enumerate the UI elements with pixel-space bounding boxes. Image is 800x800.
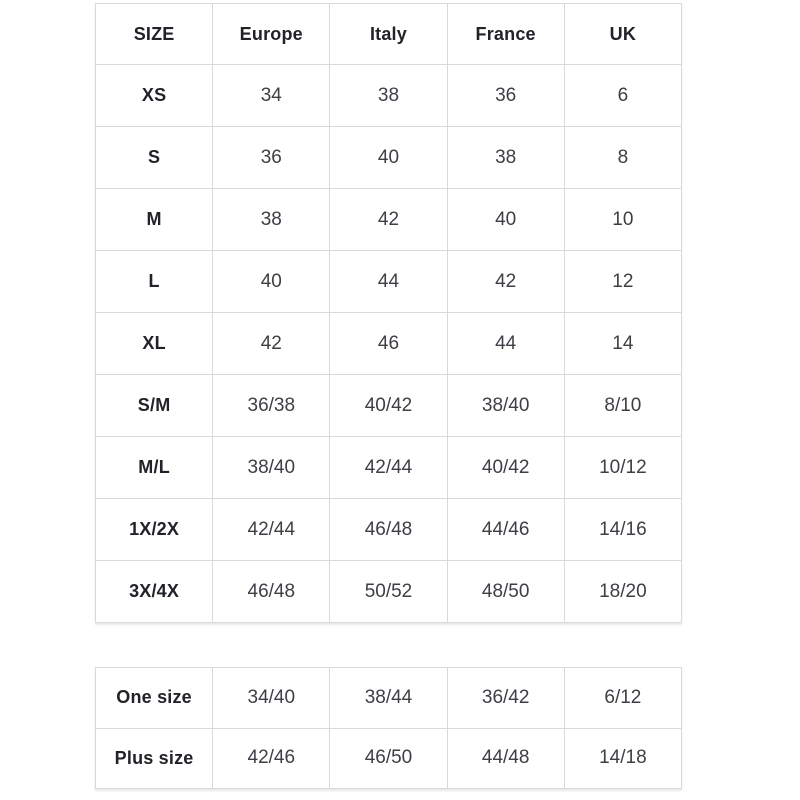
table-row-m-l	[96, 437, 682, 499]
size-value-europe: 42	[213, 313, 330, 375]
size-value-europe: 42/46	[213, 728, 330, 789]
size-value-uk: 18/20	[564, 561, 681, 623]
size-value-france: 36	[447, 65, 564, 127]
size-value-uk: 8	[564, 127, 681, 189]
size-label: XS	[96, 65, 213, 127]
size-label: S	[96, 127, 213, 189]
size-value-france: 38	[447, 127, 564, 189]
size-value-uk: 8/10	[564, 375, 681, 437]
size-label: M/L	[96, 437, 213, 499]
size-value-europe: 36	[213, 127, 330, 189]
size-label: Plus size	[96, 728, 213, 789]
size-value-uk: 10/12	[564, 437, 681, 499]
size-value-italy: 38/44	[330, 668, 447, 729]
size-value-italy: 44	[330, 251, 447, 313]
column-header-france: France	[447, 4, 564, 65]
table-row-one-size	[96, 668, 682, 729]
size-value-france: 36/42	[447, 668, 564, 729]
size-value-uk: 6	[564, 65, 681, 127]
size-value-france: 42	[447, 251, 564, 313]
size-value-italy: 46/48	[330, 499, 447, 561]
size-value-france: 48/50	[447, 561, 564, 623]
size-value-uk: 12	[564, 251, 681, 313]
special-size-table	[95, 667, 682, 789]
table-row-3x-4x	[96, 561, 682, 623]
size-value-france: 40/42	[447, 437, 564, 499]
size-table-header	[96, 4, 682, 65]
size-value-france: 38/40	[447, 375, 564, 437]
size-value-italy: 38	[330, 65, 447, 127]
column-header-size: SIZE	[96, 4, 213, 65]
size-value-europe: 46/48	[213, 561, 330, 623]
size-value-europe: 36/38	[213, 375, 330, 437]
table-row-xl	[96, 313, 682, 375]
size-value-europe: 34	[213, 65, 330, 127]
special-size-table-body	[96, 668, 682, 789]
table-row-s	[96, 127, 682, 189]
size-value-italy: 42	[330, 189, 447, 251]
table-row-s-m	[96, 375, 682, 437]
table-row-plus-size	[96, 728, 682, 789]
size-value-italy: 40/42	[330, 375, 447, 437]
size-value-italy: 46	[330, 313, 447, 375]
size-value-europe: 40	[213, 251, 330, 313]
size-value-italy: 40	[330, 127, 447, 189]
size-value-europe: 42/44	[213, 499, 330, 561]
table-row-1x-2x	[96, 499, 682, 561]
size-value-italy: 46/50	[330, 728, 447, 789]
size-value-europe: 34/40	[213, 668, 330, 729]
size-value-uk: 10	[564, 189, 681, 251]
size-conversion-table	[95, 3, 682, 623]
size-value-uk: 6/12	[564, 668, 681, 729]
size-value-europe: 38	[213, 189, 330, 251]
column-header-italy: Italy	[330, 4, 447, 65]
table-row-l	[96, 251, 682, 313]
size-value-uk: 14/18	[564, 728, 681, 789]
size-label: S/M	[96, 375, 213, 437]
size-table-body	[96, 65, 682, 623]
table-row-m	[96, 189, 682, 251]
size-value-france: 44/48	[447, 728, 564, 789]
size-value-france: 44/46	[447, 499, 564, 561]
size-value-uk: 14	[564, 313, 681, 375]
size-label: XL	[96, 313, 213, 375]
column-header-europe: Europe	[213, 4, 330, 65]
size-value-europe: 38/40	[213, 437, 330, 499]
size-value-france: 40	[447, 189, 564, 251]
column-header-uk: UK	[564, 4, 681, 65]
size-label: 3X/4X	[96, 561, 213, 623]
header-row	[96, 4, 682, 65]
size-value-uk: 14/16	[564, 499, 681, 561]
size-value-italy: 42/44	[330, 437, 447, 499]
size-label: M	[96, 189, 213, 251]
size-label: One size	[96, 668, 213, 729]
table-row-xs	[96, 65, 682, 127]
size-label: L	[96, 251, 213, 313]
size-value-france: 44	[447, 313, 564, 375]
size-label: 1X/2X	[96, 499, 213, 561]
size-value-italy: 50/52	[330, 561, 447, 623]
